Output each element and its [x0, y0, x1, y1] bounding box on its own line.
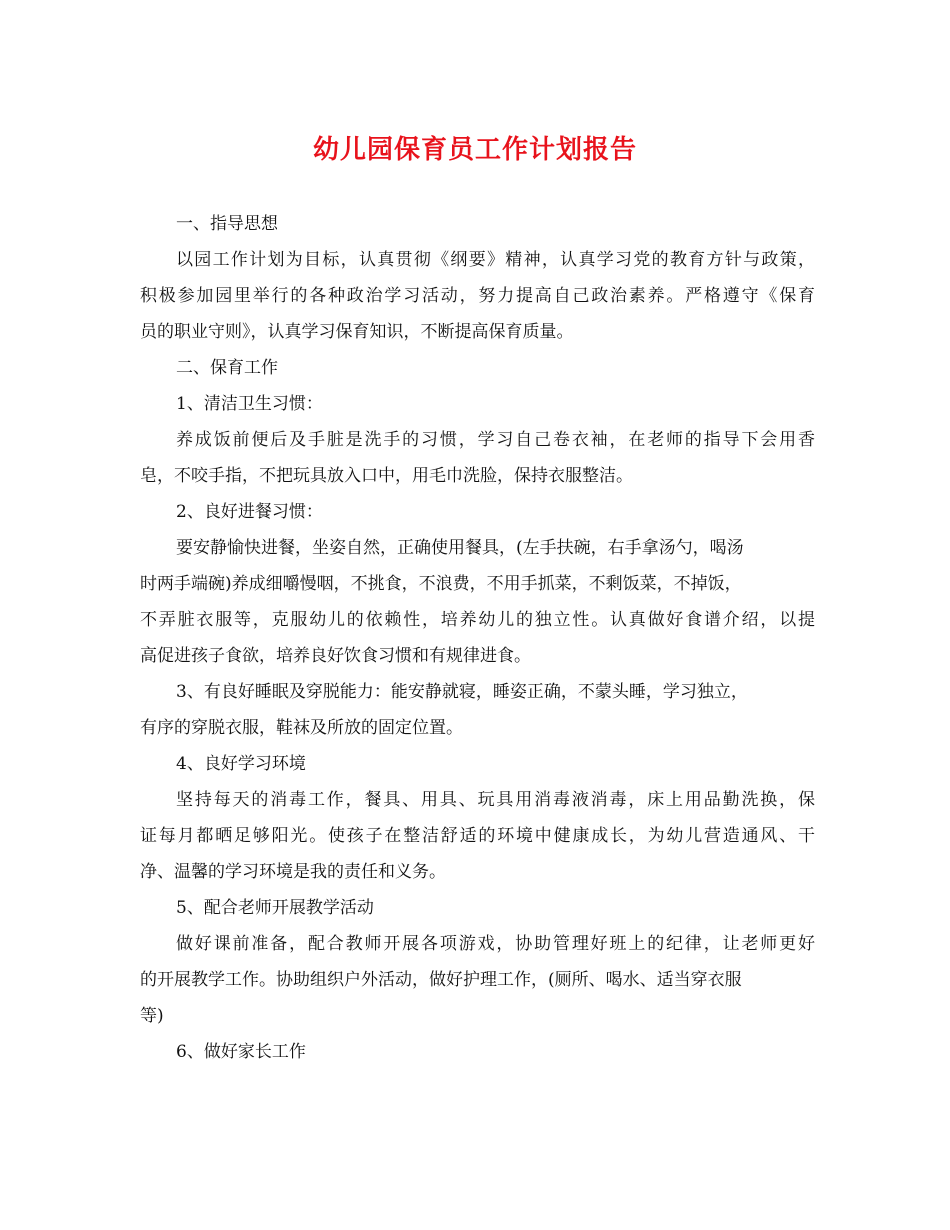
paragraph-line: 等): [140, 1006, 164, 1026]
subsection-heading: 3、有良好睡眠及穿脱能力：能安静就寝，睡姿正确，不蒙头睡，学习独立，: [176, 682, 748, 702]
paragraph-line: 高促进孩子食欲，培养良好饮食习惯和有规律进食。: [140, 646, 531, 666]
paragraph-line: 有序的穿脱衣服，鞋袜及所放的固定位置。: [140, 718, 463, 738]
paragraph-line: 员的职业守则》，认真学习保育知识，不断提高保育质量。: [140, 322, 574, 342]
paragraph-line: 时两手端碗)养成细嚼慢咽，不挑食，不浪费，不用手抓菜，不剩饭菜，不掉饭，: [140, 574, 742, 594]
paragraph-line: 以园工作计划为目标，认真贯彻《纲要》精神，认真学习党的教育方针与政策，: [176, 250, 815, 270]
section-heading: 一、指导思想: [176, 214, 278, 234]
subsection-heading: 1、清洁卫生习惯：: [176, 394, 323, 414]
paragraph-line: 养成饭前便后及手脏是洗手的习惯，学习自己卷衣袖，在老师的指导下会用香: [176, 430, 815, 450]
paragraph-line: 净、温馨的学习环境是我的责任和义务。: [140, 862, 446, 882]
subsection-heading: 5、配合老师开展教学活动: [176, 898, 374, 918]
paragraph-line: 积极参加园里举行的各种政治学习活动，努力提高自己政治素养。严格遵守《保育: [140, 286, 815, 306]
paragraph-line: 皂，不咬手指，不把玩具放入口中，用毛巾洗脸，保持衣服整洁。: [140, 466, 633, 486]
paragraph-line: 证每月都晒足够阳光。使孩子在整洁舒适的环境中健康成长，为幼儿营造通风、干: [140, 826, 815, 846]
document-body: [140, 206, 815, 1070]
subsection-heading: 2、良好进餐习惯：: [176, 502, 323, 522]
subsection-heading: 4、良好学习环境: [176, 754, 306, 774]
subsection-heading: 6、做好家长工作: [176, 1042, 306, 1062]
paragraph-line: 要安静愉快进餐，坐姿自然，正确使用餐具，(左手扶碗，右手拿汤勺，喝汤: [176, 538, 744, 558]
paragraph-line: 的开展教学工作。协助组织户外活动，做好护理工作，(厕所、喝水、适当穿衣服: [140, 970, 742, 990]
section-heading: 二、保育工作: [176, 358, 278, 378]
paragraph-line: 不弄脏衣服等，克服幼儿的依赖性，培养幼儿的独立性。认真做好食谱介绍，以提: [140, 610, 815, 630]
paragraph-line: 坚持每天的消毒工作，餐具、用具、玩具用消毒液消毒，床上用品勤洗换，保: [176, 790, 815, 810]
paragraph-line: 做好课前准备，配合教师开展各项游戏，协助管理好班上的纪律，让老师更好: [176, 934, 815, 954]
document-title: 幼儿园保育员工作计划报告: [312, 135, 637, 165]
